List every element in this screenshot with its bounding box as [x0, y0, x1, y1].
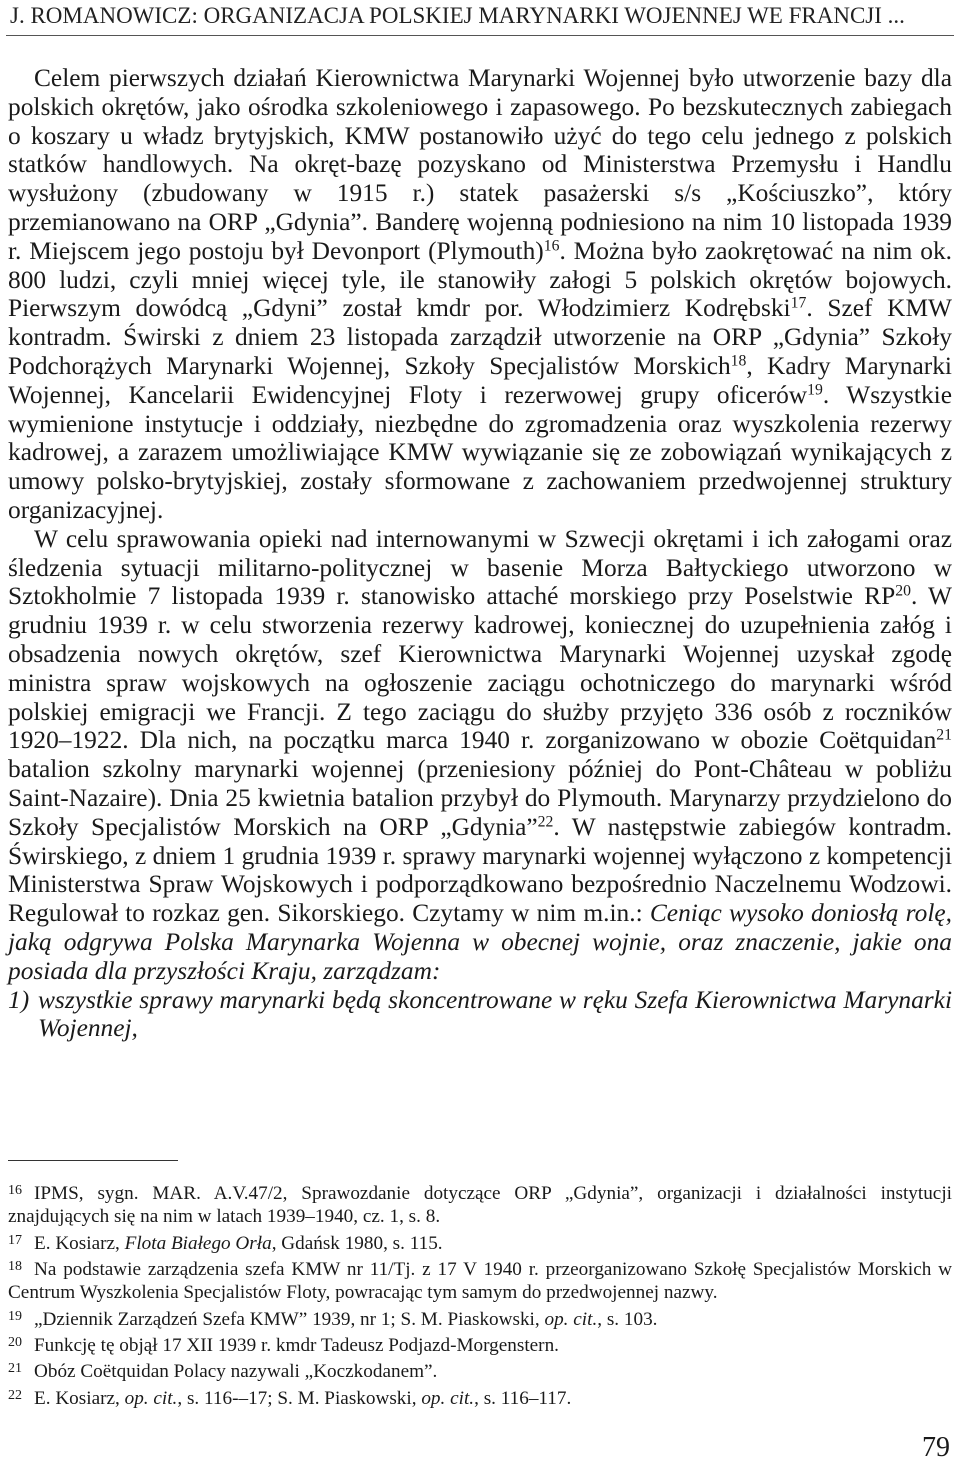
footnote-title: Flota Białego Orła [124, 1232, 272, 1254]
text-run: batalion szkolny marynarki wojennej (przeniesiony później do Pont-Château w pobliżu Saint-Nazaire). Dnia 25 kwietnia batalion przybył do Plymouth. Marynarzy przydzielono do Szkoły Specjalistów Morskich na ORP „Gdynia” [8, 755, 952, 841]
footnote-ref-16[interactable]: 16 [543, 237, 560, 255]
body-text [8, 64, 952, 1043]
text-run: . W następstwie zabiegów kontradm. Świrskiego, z dniem 1 grudnia 1939 r. sprawy marynarki wojennej wyłączono z kompetencji Ministerstwa Spraw Wojskowych i podporządkowano bezpośrednio Naczelnemu Wodzowi. Regulował to rozkaz gen. Sikorskiego. Czytamy w nim m.in.: [8, 812, 952, 928]
text-run: . Można było zaokrętować na nim ok. 800 ludzi, czyli mniej więcej tyle, ile stanowiły załogi 5 polskich okrętów bojowych. Pierwszym dowódcą „Gdyni” został kmdr por. Włodzimierz Kodrębski [8, 236, 953, 323]
text-run: W celu sprawowania opieki nad internowanymi w Szwecji okrętami i ich załogami oraz śledzenia sytuacji militarno-politycznej w basenie Morza Bałtyckiego utworzono w Sztokholmie 7 listopada 1939 r. stanowisko attaché morskiego przy Poselstwie RP [8, 524, 952, 611]
footnote-text: , Gdańsk 1980, s. 115. [271, 1232, 443, 1254]
footnote-title: op. cit. [544, 1308, 598, 1330]
footnote-ref-19[interactable]: 19 [807, 381, 823, 399]
footnote-text: „Dziennik Zarządzeń Szefa KMW” 1939, nr 1; S. M. Piaskowski, [34, 1308, 545, 1330]
footnote-22 [8, 1384, 952, 1410]
footnote-17 [8, 1229, 952, 1255]
footnote-text: E. Kosiarz, [34, 1387, 125, 1409]
footnote-ref-18[interactable]: 18 [730, 352, 747, 370]
footnote-18 [8, 1255, 952, 1305]
footnote-text: , s. 116-–17; S. M. Piaskowski, [177, 1387, 422, 1409]
list-item-text: wszystkie sprawy marynarki będą skoncentrowane w ręku Szefa Kierownictwa Marynarki Wojennej, [38, 985, 952, 1043]
paragraph-2 [8, 525, 952, 986]
footnote-number: 18 [8, 1259, 22, 1274]
quote-text: Ceniąc wysoko doniosłą rolę, jaką odgrywa Polska Marynarka Wojenna w obecnej wojnie, oraz znaczenie, jakie ona posiada dla przyszłości Kraju, zarządzam: [8, 899, 952, 985]
footnote-ref-21[interactable]: 21 [936, 726, 952, 744]
page-number: 79 [922, 1432, 950, 1463]
footnote-21 [8, 1357, 952, 1383]
footnote-text: Obóz Coëtquidan Polacy nazywali „Koczkodanem”. [34, 1361, 438, 1383]
footnote-separator [8, 1160, 178, 1161]
footnotes [8, 1179, 952, 1410]
footnote-text: , s. 103. [597, 1308, 658, 1330]
footnote-19 [8, 1305, 952, 1331]
footnote-16 [8, 1179, 952, 1229]
footnote-text: IPMS, sygn. MAR. A.V.47/2, Sprawozdanie dotyczące ORP „Gdynia”, organizacji i działalności instytucji znajdujących się na nim w latach 1939–1940, cz. 1, s. 8. [8, 1182, 952, 1228]
list-number: 1) [8, 985, 30, 1014]
footnote-ref-20[interactable]: 20 [895, 582, 911, 600]
text-run: . Szef KMW kontradm. Świrski z dniem 23 listopada zarządził utworzenie na ORP „Gdynia” Szkoły Podchorążych Marynarki Wojennej, Szkoły Specjalistów Morskich [8, 294, 952, 380]
footnote-text: , s. 116–117. [474, 1387, 572, 1409]
text-run: . Wszystkie wymienione instytucje i oddziały, niezbędne do zgromadzenia oraz wyszkolenia rezerwy kadrowej, a zarazem umożliwiające KMW wywiązanie się ze zobowiązań wynikających z umowy polsko-brytyjskiej, zostały sformowane z zachowaniem przedwojennej struktury organizacyjnej. [8, 380, 952, 524]
footnote-number: 19 [8, 1308, 22, 1324]
footnote-text: Funkcję tę objął 17 XII 1939 r. kmdr Tadeusz Podjazd-Morgenstern. [34, 1334, 559, 1356]
footnote-number: 22 [8, 1387, 22, 1403]
text-run: . W grudniu 1939 r. w celu stworzenia rezerwy kadrowej, koniecznej do uzupełnienia załóg i obsadzenia nowych okrętów, szef Kierownictwa Marynarki Wojennej uzyskał zgodę ministra spraw wojskowych na ogłoszenie zaciągu ochotniczego do marynarki wśród polskiej emigracji we Francji. Z tego zaciągu do służby przyjęto 336 osób z roczników 1920–1922. Dla nich, na początku marca 1940 r. zorganizowano w obozie Coëtquidan [8, 582, 953, 755]
footnote-number: 17 [8, 1232, 22, 1248]
running-head: J. ROMANOWICZ: ORGANIZACJA POLSKIEJ MARYNARKI WOJENNEJ WE FRANCJI ... [10, 3, 905, 28]
footnote-number: 16 [8, 1183, 22, 1198]
footnote-title: op. cit. [124, 1387, 178, 1409]
quote-list-item-1 [8, 986, 952, 1044]
footnote-ref-17[interactable]: 17 [790, 294, 807, 312]
paragraph-1 [8, 64, 952, 525]
text-run: , Kadry Marynarki Wojennej, Kancelarii Ewidencyjnej Floty i rezerwowej grupy oficerów [8, 351, 952, 409]
footnote-title: op. cit. [421, 1387, 475, 1409]
footnote-ref-22[interactable]: 22 [537, 813, 554, 831]
text-run: Celem pierwszych działań Kierownictwa Marynarki Wojennej było utworzenie bazy dla polskich okrętów, jako ośrodka szkoleniowego i zapasowego. Po bezskutecznych zabiegach o koszary u władz brytyjskich, KMW postanowiło użyć do tego celu jednego z polskich statków handlowych. Na okręt-bazę pozyskano od Ministerstwa Przemysłu i Handlu wysłużony (zbudowany w 1915 r.) statek pasażerski s/s „Kościuszko”, który przemianowano na ORP „Gdynia”. Banderę wojenną podniesiono na nim 10 listopada 1939 r. Miejscem jego postoju był Devonport (Plymouth) [8, 64, 952, 265]
footnote-text: E. Kosiarz, [34, 1232, 125, 1254]
footnote-number: 20 [8, 1335, 22, 1350]
footnote-20 [8, 1331, 952, 1357]
footnote-text: Na podstawie zarządzenia szefa KMW nr 11/Tj. z 17 V 1940 r. przeorganizowano Szkołę Specjalistów Morskich w Centrum Wyszkolenia Specjalistów Floty, powracając tym samym do przedwojennej nazwy. [8, 1258, 952, 1304]
header-rule [6, 35, 954, 36]
footnote-number: 21 [8, 1361, 22, 1377]
